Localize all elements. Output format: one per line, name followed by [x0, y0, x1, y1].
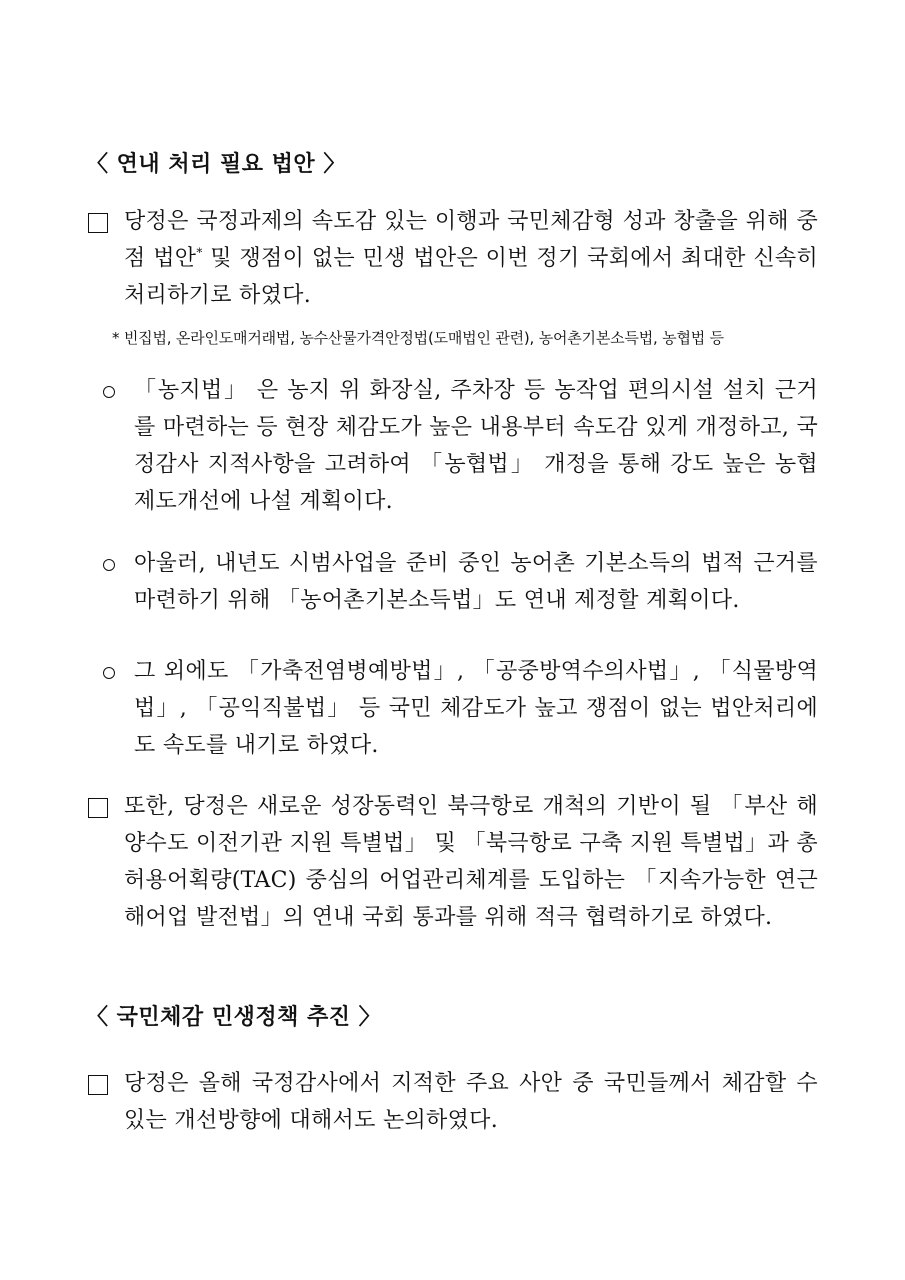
- footnote-marker: *: [196, 245, 203, 260]
- square-bullet-icon: [88, 798, 108, 818]
- square-bullet-icon: [88, 213, 108, 233]
- section-heading-livelihood-policy: 〈 국민체감 민생정책 추진 〉: [86, 1005, 382, 1030]
- paragraph-text: 당정은 국정과제의 속도감 있는 이행과 국민체감형 성과 창출을 위해 중점 법안* 및 쟁점이 없는 민생 법안은 이번 정기 국회에서 최대한 신속히 처리하기로 하였다.: [124, 209, 819, 308]
- circle-bullet-icon: [103, 667, 115, 679]
- square-bullet-icon: [88, 1075, 108, 1095]
- section-heading-pending-bills: 〈 연내 처리 필요 법안 〉: [86, 152, 346, 177]
- footnote: * 빈집법, 온라인도매거래법, 농수산물가격안정법(도매법인 관련), 농어촌기본소득법, 농협법 등: [112, 329, 724, 347]
- circle-bullet-icon: [103, 559, 115, 571]
- circle-bullet-icon: [103, 386, 115, 398]
